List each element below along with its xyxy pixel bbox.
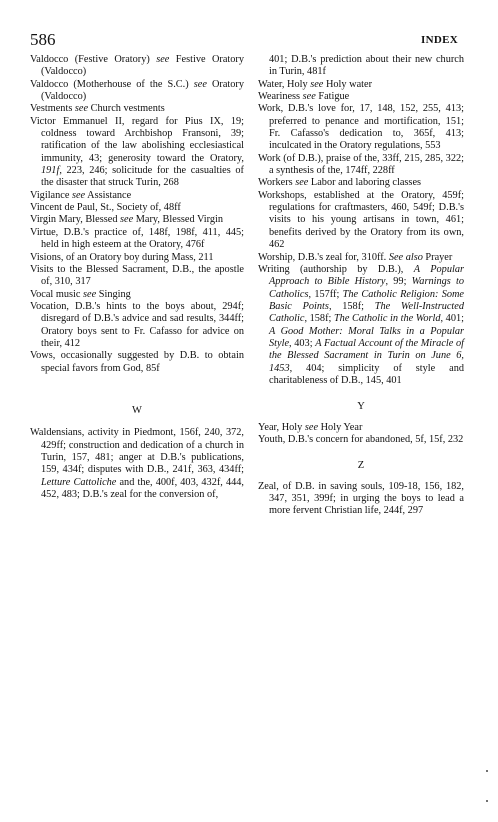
page-header [30, 30, 458, 52]
right-column [258, 54, 464, 518]
entry-text: Writing (authorship by D.B.), [258, 263, 414, 275]
index-entry [30, 214, 244, 226]
section-letter: Z [357, 460, 365, 472]
index-entry [30, 103, 244, 115]
entry-text: Vocal music [30, 288, 84, 300]
running-head: INDEX [421, 34, 458, 46]
index-entry [30, 289, 244, 301]
entry-text: Worship, D.B.'s zeal for, 310ff. [258, 251, 389, 263]
entry-italic-text: A Popular Approach to Bible History [269, 263, 464, 288]
index-entry [258, 422, 464, 434]
index-entry [258, 252, 464, 264]
entry-italic-text: Warnings to Catholics [269, 276, 464, 300]
entry-text: Vestments [30, 103, 75, 115]
entry-italic-text: see [310, 78, 324, 90]
page-number: 586 [30, 30, 56, 49]
entry-italic-text: see [304, 421, 319, 433]
index-entry [30, 301, 244, 350]
index-entry [30, 54, 244, 79]
index-entry [30, 79, 244, 104]
entry-text: Church vestments [88, 103, 165, 115]
entry-text: Festive Oratory (Valdocco) [41, 54, 244, 78]
entry-text: Vigilance [30, 189, 72, 201]
entry-text: Waldensians, activity in Piedmont, 156f, 240, 372, 429ff; construction and dedication of a church in Turin, 157, 481; anger at D.B.'s publications, 159, 434f; disputes with D.B., 241f, 363, 434ff; [30, 427, 244, 476]
entry-text: Year, Holy [258, 421, 305, 433]
index-entry [30, 427, 244, 501]
index-entry [258, 434, 464, 446]
entry-text: , 401; [440, 313, 464, 325]
entry-text: Victor Emmanuel II, regard for Pius IX, 19; coldness toward Archbishop Fransoni, 39; ratification of the law abolishing ecclesiastical immunity, 43; generosity toward the Oratory, [30, 115, 244, 164]
entry-text: Vincent de Paul, St., Society of, 48ff [30, 202, 181, 214]
entry-text: Assistance [85, 189, 132, 201]
entry-text: Workers [258, 177, 296, 189]
entry-text: Fatigue [315, 91, 350, 103]
entry-text: , 158f; [304, 313, 334, 325]
entry-italic-text: see [71, 189, 86, 201]
entry-text: Holy Year [318, 421, 363, 433]
entry-text: Virtue, D.B.'s practice of, 148f, 198f, 411, 445; held in high esteem at the Oratory, 476f [30, 226, 244, 251]
index-entry [258, 177, 464, 189]
entry-text: Workshops, established at the Oratory, 459f; regulations for craftmasters, 460, 549f; D.B.'s visits to his young artisans in town, 461; benefits derived by the Oratory from its own, 462 [258, 189, 464, 251]
entry-text: Zeal, of D.B. in saving souls, 109-18, 156, 182, 347, 351, 399f; in urging the boys to lead a more fervent Christian life, 244f, 297 [258, 480, 464, 517]
entry-text: Vocation, D.B.'s hints to the boys about, 294f; disregard of D.B.'s advice and sad results, 344ff; Oratory boys sent to Fr. Cafasso for advice on their, 412 [30, 300, 244, 349]
entry-text: , 403; [289, 337, 316, 349]
entry-text: , 404; simplicity of style and charitableness of D.B., 145, 401 [269, 362, 464, 386]
entry-text: Vows, occasionally suggested by D.B. to obtain special favors from God, 85f [30, 350, 244, 374]
left-column [30, 54, 244, 501]
entry-italic-text: 191f [41, 165, 60, 177]
index-entry [258, 79, 464, 91]
index-entry [258, 103, 464, 152]
entry-text: Holy water [323, 78, 372, 90]
entry-italic-text: A Good Mother: Moral Talks in a Popular Style [269, 325, 464, 349]
entry-italic-text: see [120, 214, 134, 226]
entry-italic-text: see [156, 54, 170, 65]
entry-italic-text: see [193, 78, 207, 90]
entry-text: , 157ff; [308, 288, 343, 300]
index-entry [258, 190, 464, 252]
index-entry [30, 190, 244, 202]
entry-text: , 99; [385, 276, 412, 288]
index-entry [258, 91, 464, 103]
entry-italic-text: see [302, 91, 316, 103]
index-entry [30, 227, 244, 252]
entry-text: , 223, 246; solicitude for the casualties of the disaster that struck Turin, 268 [41, 165, 244, 189]
entry-text: Work, D.B.'s love for, 17, 148, 152, 255, 413; preferred to penance and mortification, 151; Fr. Cafasso's dedication to, 365f, 413; inculcated in the Oratory regulations, 553 [258, 103, 464, 152]
entry-italic-text: Letture Cattoliche [41, 476, 117, 488]
entry-text: Valdocco (Festive Oratory) [30, 54, 157, 65]
entry-text: and the, 400f, 403, 432f, 444, 452, 483; D.B.'s zeal for the conversion of, [41, 476, 244, 500]
entry-italic-text: see [295, 177, 309, 189]
entry-text: Weariness [258, 91, 303, 103]
entry-text: Mary, Blessed Virgin [133, 214, 224, 226]
section-letter: W [132, 404, 142, 416]
index-entry [258, 153, 464, 178]
entry-text: Oratory (Valdocco) [41, 78, 244, 103]
entry-text: Water, Holy [258, 78, 311, 90]
entry-text: Work (of D.B.), praise of the, 33ff, 215, 285, 322; a synthesis of the, 174ff, 228ff [258, 152, 464, 177]
entry-text: Visions, of an Oratory boy during Mass, 211 [30, 251, 214, 263]
entry-text: Virgin Mary, Blessed [30, 214, 121, 226]
entry-italic-text: The Well-Instructed Catholic [269, 300, 464, 325]
entry-text: Labor and laboring classes [308, 177, 422, 189]
section-letter: Y [357, 401, 365, 413]
index-entry [258, 481, 464, 518]
scan-speck [486, 800, 488, 802]
index-entry [30, 116, 244, 190]
entry-italic-text: See also [388, 251, 423, 263]
entry-text: Prayer [422, 251, 453, 263]
index-entry-continued [258, 54, 464, 79]
entry-italic-text: see [74, 103, 89, 115]
entry-text: Singing [96, 288, 131, 300]
entry-text: Valdocco (Motherhouse of the S.C.) [30, 78, 194, 90]
index-entry [30, 264, 244, 289]
entry-italic-text: A Factual Account of the Miracle of the Blessed Sacrament in Turin on June 6, 1453 [269, 337, 464, 374]
entry-text: 401; D.B.'s prediction about their new church in Turin, 481f [269, 54, 464, 78]
entry-italic-text: The Catholic Religion: Some Basic Points [269, 288, 464, 312]
index-entry [258, 264, 464, 387]
entry-text: Visits to the Blessed Sacrament, D.B., the apostle of, 310, 317 [30, 263, 244, 288]
entry-italic-text: see [83, 288, 97, 300]
entry-text: , 158f; [328, 300, 375, 312]
scan-speck [486, 770, 488, 772]
entry-text: Youth, D.B.'s concern for abandoned, 5f, 15f, 232 [258, 433, 464, 445]
index-entry [30, 350, 244, 375]
entry-italic-text: The Catholic in the World [333, 313, 441, 325]
index-entry [30, 252, 244, 264]
index-entry [30, 202, 244, 214]
